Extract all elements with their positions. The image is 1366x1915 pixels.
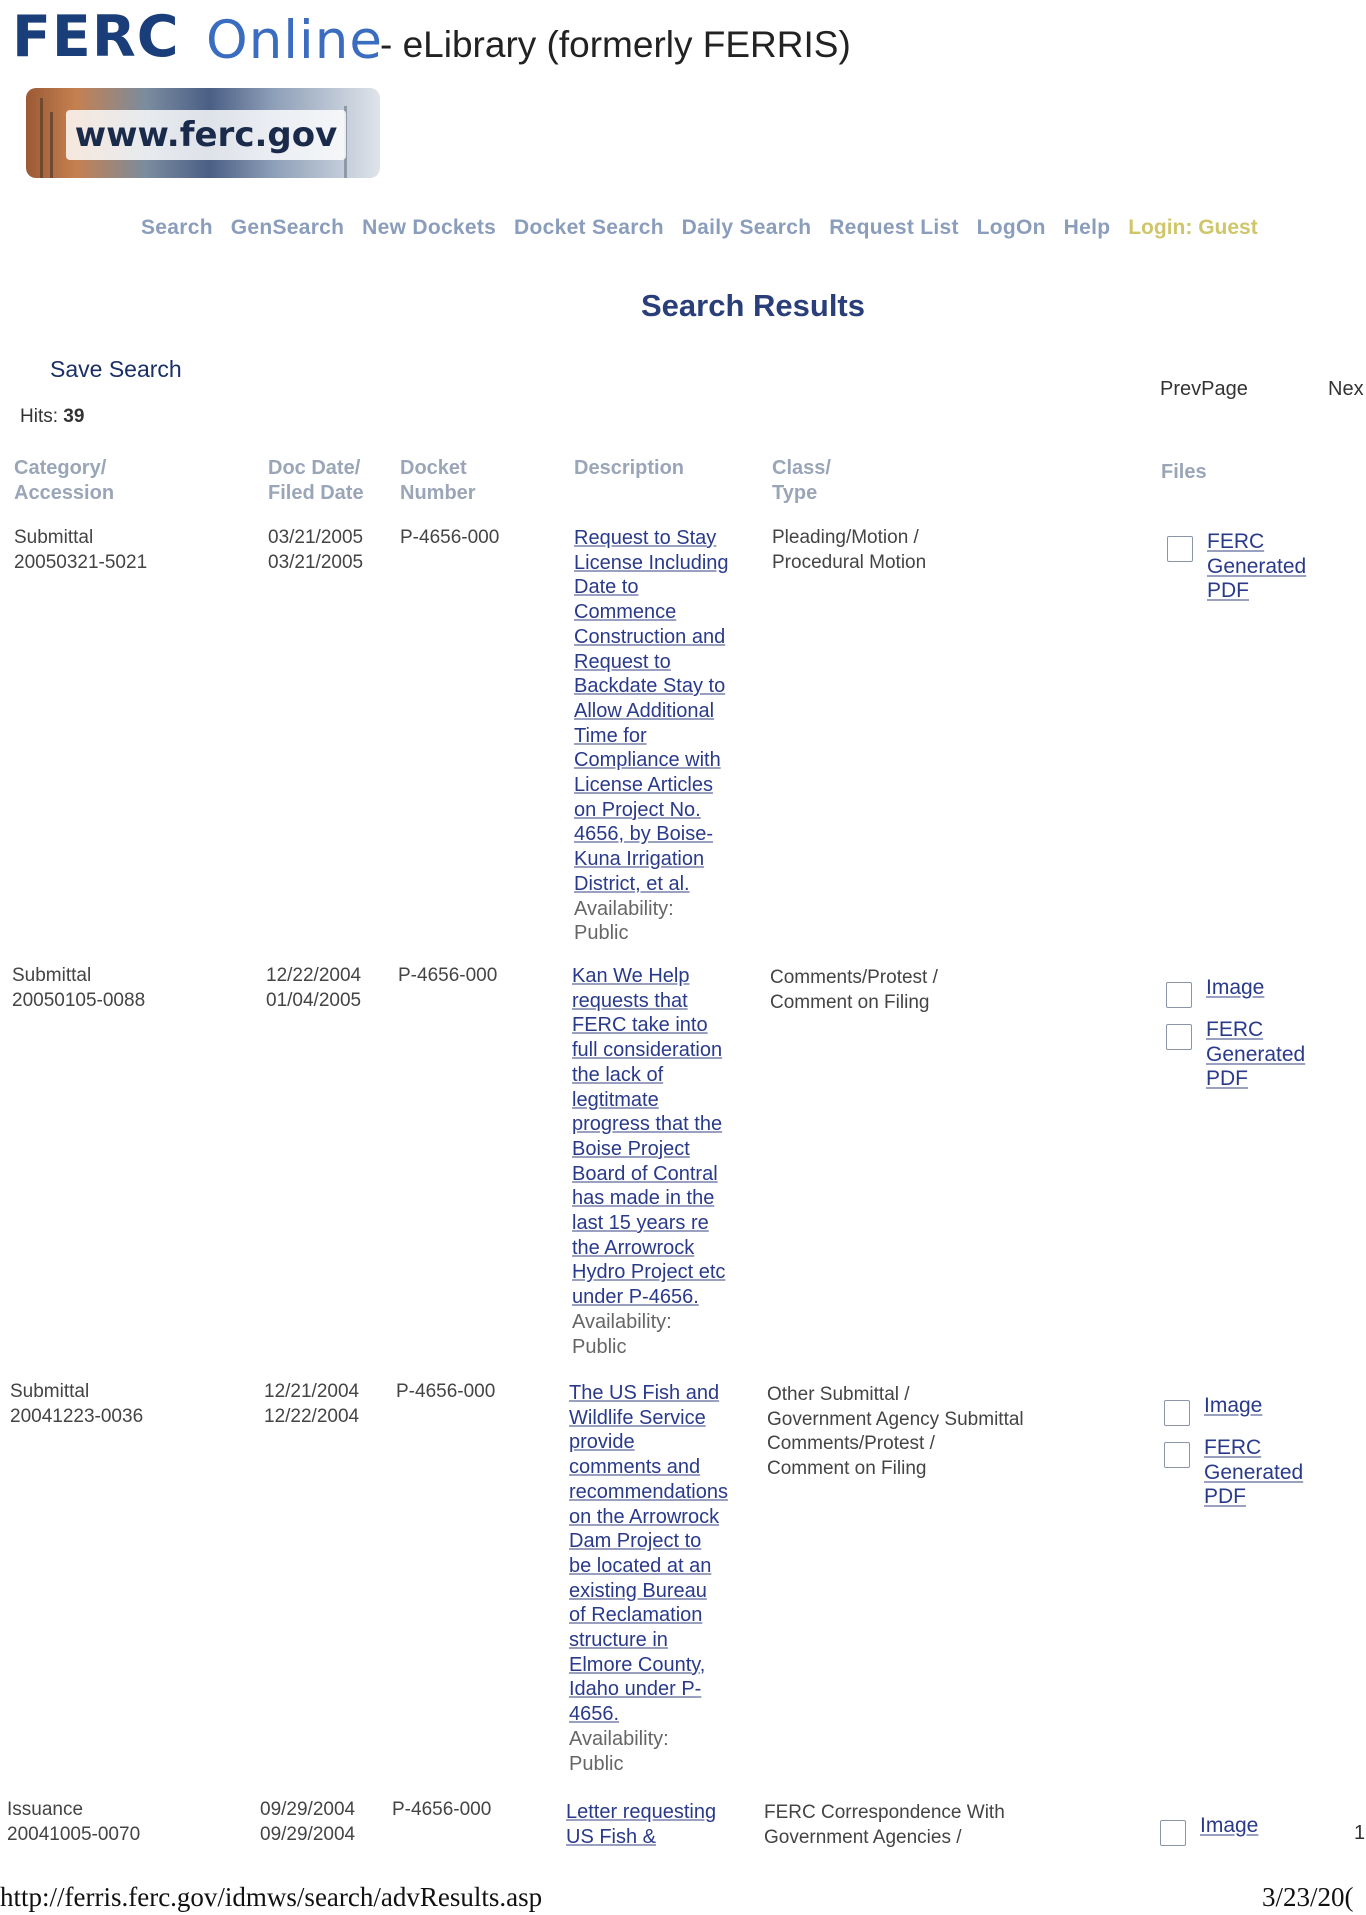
docket-number: P-4656-000 bbox=[392, 1799, 492, 1820]
pdf-file-link[interactable]: FERC Generated PDF bbox=[1207, 530, 1307, 602]
category-cell bbox=[10, 1380, 143, 1429]
nav-daily-search[interactable]: Daily Search bbox=[681, 216, 812, 239]
column-header-category bbox=[14, 456, 114, 506]
doc-date: 12/21/2004 bbox=[264, 1381, 360, 1402]
file-entry bbox=[1160, 1814, 1320, 1846]
files-cell bbox=[1166, 976, 1326, 1102]
filed-date: 12/22/2004 bbox=[264, 1405, 360, 1427]
page-number: 1 bbox=[1354, 1822, 1366, 1844]
prev-page-link[interactable]: PrevPage bbox=[1160, 378, 1248, 400]
description-link[interactable]: Kan We Help requests that FERC take into full consideration the lack of legtitmate progress that the Boise Project Board of Contral has made in the last 15 years re the Arrowrock Hydro Project etc under P-4656. bbox=[572, 965, 726, 1309]
header-line: Category/ bbox=[14, 457, 107, 479]
description-link[interactable]: Letter requesting US Fish & bbox=[566, 1801, 717, 1848]
file-checkbox[interactable] bbox=[1164, 1442, 1190, 1468]
nav-gensearch[interactable]: GenSearch bbox=[230, 216, 345, 239]
description-cell bbox=[569, 1381, 728, 1776]
category-text: Submittal bbox=[12, 965, 92, 986]
nav-search[interactable]: Search bbox=[141, 216, 213, 239]
description-cell bbox=[572, 964, 725, 1359]
filed-date: 03/21/2005 bbox=[268, 551, 364, 573]
image-file-link[interactable]: Image bbox=[1200, 1814, 1259, 1837]
description-cell bbox=[566, 1800, 716, 1849]
class-type-line: Other Submittal / bbox=[767, 1384, 910, 1405]
class-type-line: Procedural Motion bbox=[772, 551, 927, 573]
category-cell bbox=[12, 964, 145, 1013]
category-cell bbox=[7, 1798, 140, 1847]
class-type-line: Comments/Protest / bbox=[770, 967, 938, 988]
header-line: Accession bbox=[14, 482, 115, 504]
class-type-line: Comments/Protest / bbox=[767, 1433, 935, 1455]
accession-number: 20041005-0070 bbox=[7, 1823, 141, 1845]
header-line: Type bbox=[772, 482, 818, 504]
category-text: Submittal bbox=[10, 1381, 90, 1402]
class-type-line: Comment on Filing bbox=[767, 1457, 927, 1479]
accession-number: 20050321-5021 bbox=[14, 551, 148, 573]
class-type-cell bbox=[764, 1801, 1005, 1850]
category-text: Submittal bbox=[14, 527, 94, 548]
file-entry bbox=[1166, 976, 1326, 1008]
file-entry bbox=[1164, 1394, 1324, 1426]
header-line: Filed Date bbox=[268, 482, 364, 504]
image-file-link[interactable]: Image bbox=[1206, 976, 1265, 999]
file-entry bbox=[1167, 530, 1327, 604]
online-logo: Online bbox=[206, 10, 383, 71]
filed-date: 09/29/2004 bbox=[260, 1823, 356, 1845]
dates-cell bbox=[260, 1798, 355, 1847]
availability-text: Availability: Public bbox=[574, 897, 674, 945]
header-line: Doc Date/ bbox=[268, 457, 361, 479]
column-header-files: Files bbox=[1161, 461, 1207, 483]
files-cell bbox=[1160, 1814, 1320, 1856]
save-search-link[interactable]: Save Search bbox=[50, 356, 182, 382]
footer-date: 3/23/20( bbox=[1262, 1882, 1354, 1912]
class-type-line: Comment on Filing bbox=[770, 991, 930, 1013]
accession-number: 20050105-0088 bbox=[12, 989, 146, 1011]
nav-new-dockets[interactable]: New Dockets bbox=[362, 216, 497, 239]
pdf-file-link[interactable]: FERC Generated PDF bbox=[1204, 1436, 1304, 1508]
image-file-link[interactable]: Image bbox=[1204, 1394, 1263, 1417]
nav-logon[interactable]: LogOn bbox=[976, 216, 1046, 239]
file-checkbox[interactable] bbox=[1166, 982, 1192, 1008]
file-checkbox[interactable] bbox=[1166, 1024, 1192, 1050]
docket-number: P-4656-000 bbox=[400, 527, 500, 548]
site-subtitle: - eLibrary (formerly FERRIS) bbox=[380, 24, 851, 65]
dates-cell bbox=[268, 526, 363, 575]
class-type-cell bbox=[767, 1383, 1024, 1481]
column-header-docket bbox=[400, 456, 476, 506]
category-cell bbox=[14, 526, 147, 575]
file-checkbox[interactable] bbox=[1167, 536, 1193, 562]
next-page-link[interactable]: Nex bbox=[1328, 378, 1364, 400]
column-header-dates bbox=[268, 456, 364, 506]
dates-cell bbox=[266, 964, 361, 1013]
files-cell bbox=[1167, 530, 1327, 614]
doc-date: 03/21/2005 bbox=[268, 527, 364, 548]
file-checkbox[interactable] bbox=[1160, 1820, 1186, 1846]
hits-count bbox=[20, 406, 84, 428]
nav-docket-search[interactable]: Docket Search bbox=[514, 216, 664, 239]
header-line: Docket bbox=[400, 457, 467, 479]
category-text: Issuance bbox=[7, 1799, 84, 1820]
file-checkbox[interactable] bbox=[1164, 1400, 1190, 1426]
availability-text: Availability: Public bbox=[572, 1310, 672, 1358]
description-link[interactable]: The US Fish and Wildlife Service provide comments and recommendations on the Arrowrock Dam Project to be located at an existing Bureau of Reclamation structure in Elmore County, Idaho under P- 4656. bbox=[569, 1382, 728, 1726]
filed-date: 01/04/2005 bbox=[266, 989, 362, 1011]
page-title: Search Results bbox=[641, 288, 865, 323]
doc-date: 09/29/2004 bbox=[260, 1799, 356, 1820]
header-line: Class/ bbox=[772, 457, 831, 479]
class-type-line: Government Agency Submittal bbox=[767, 1408, 1024, 1430]
class-type-cell bbox=[772, 526, 926, 575]
availability-text: Availability: Public bbox=[569, 1727, 669, 1775]
description-cell bbox=[574, 526, 729, 946]
dates-cell bbox=[264, 1380, 359, 1429]
docket-number: P-4656-000 bbox=[396, 1381, 496, 1402]
top-nav bbox=[141, 216, 1258, 240]
nav-request-list[interactable]: Request List bbox=[829, 216, 959, 239]
accession-number: 20041223-0036 bbox=[10, 1405, 144, 1427]
pdf-file-link[interactable]: FERC Generated PDF bbox=[1206, 1018, 1306, 1090]
footer-url: http://ferris.ferc.gov/idmws/search/advResults.asp bbox=[0, 1882, 543, 1912]
doc-date: 12/22/2004 bbox=[266, 965, 362, 986]
column-header-class bbox=[772, 456, 831, 506]
nav-help[interactable]: Help bbox=[1063, 216, 1111, 239]
files-cell bbox=[1164, 1394, 1324, 1520]
hits-label: Hits: bbox=[20, 406, 58, 427]
docket-number: P-4656-000 bbox=[398, 965, 498, 986]
column-header-description: Description bbox=[574, 457, 685, 479]
header-line: Number bbox=[400, 482, 476, 504]
login-status: Login: Guest bbox=[1128, 216, 1258, 239]
file-entry bbox=[1164, 1436, 1324, 1510]
class-type-line: Government Agencies / bbox=[764, 1826, 962, 1848]
ferc-banner-image[interactable] bbox=[26, 88, 380, 178]
class-type-cell bbox=[770, 966, 938, 1015]
description-link[interactable]: Request to Stay License Including Date to Commence Construction and Request to Backdate Stay to Allow Additional Time for Compliance with License Articles on Project No. 4656, by Boise- Kuna Irrigation District, et al. bbox=[574, 527, 729, 895]
class-type-line: Pleading/Motion / bbox=[772, 527, 919, 548]
hits-value: 39 bbox=[63, 406, 85, 427]
banner-url-text: www.ferc.gov bbox=[66, 110, 346, 160]
class-type-line: FERC Correspondence With bbox=[764, 1802, 1005, 1823]
ferc-logo: FERC bbox=[12, 4, 180, 70]
file-entry bbox=[1166, 1018, 1326, 1092]
